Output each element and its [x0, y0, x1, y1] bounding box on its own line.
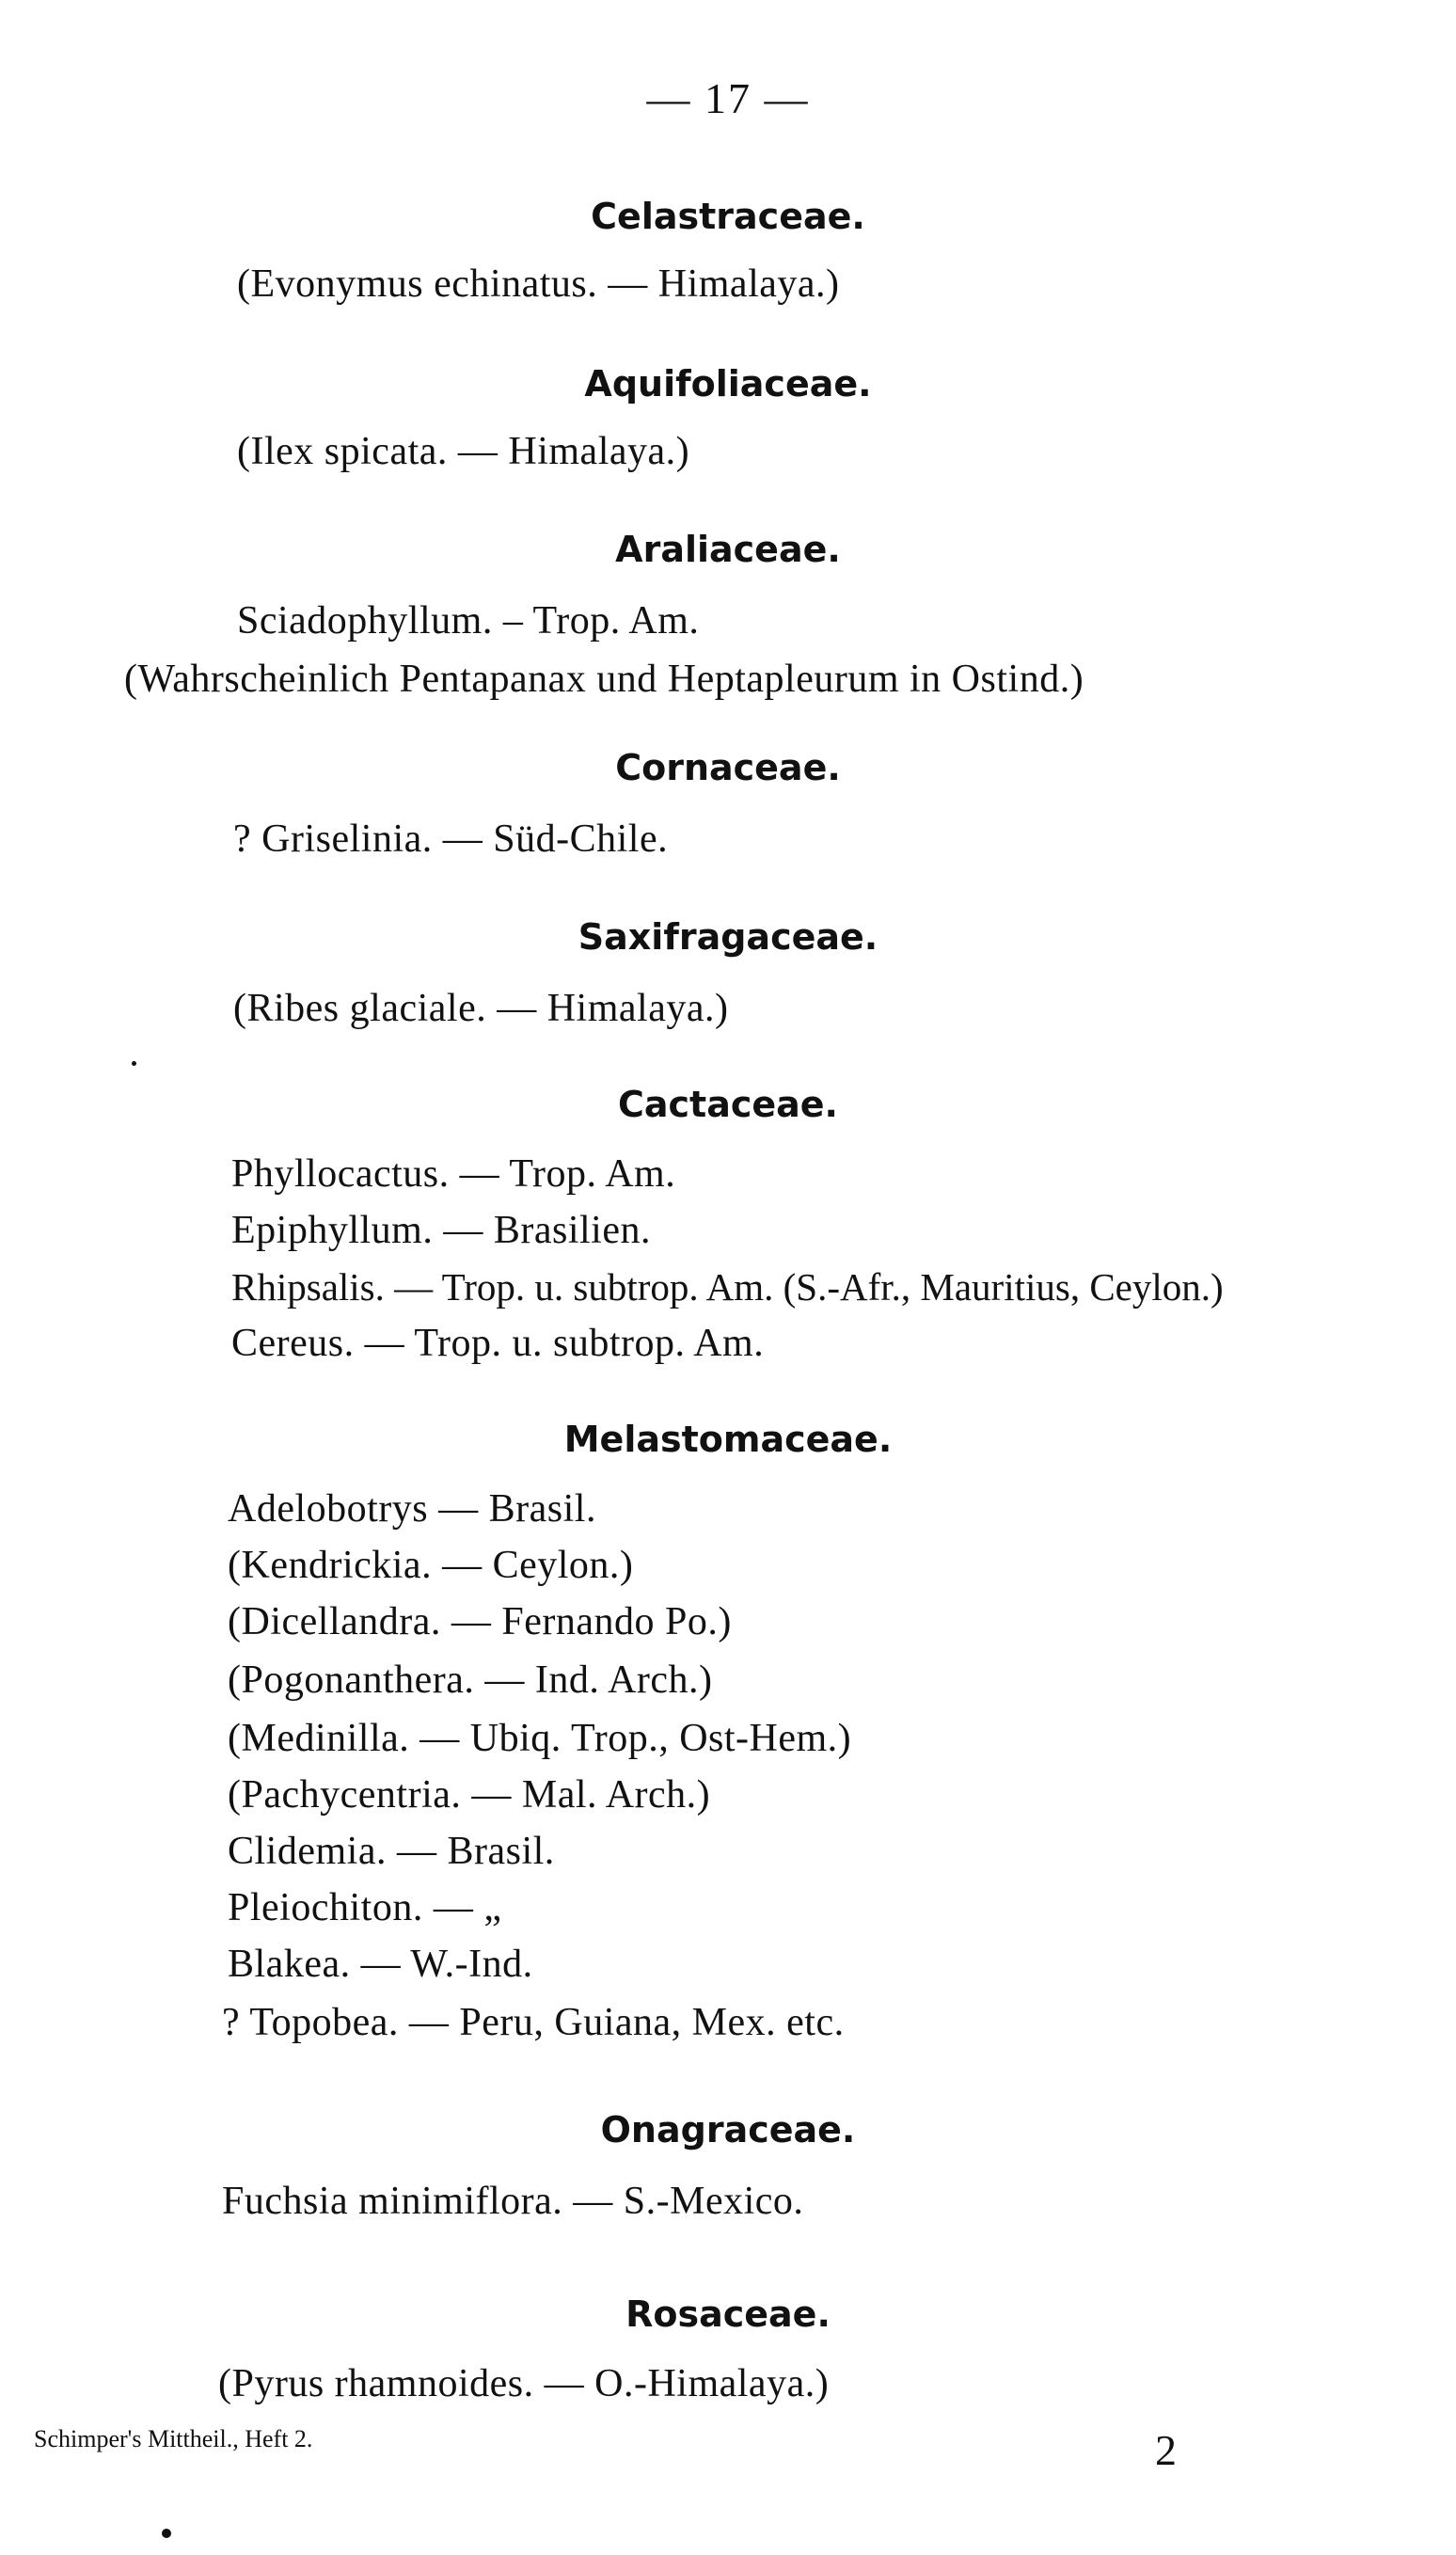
entry-line: (Evonymus echinatus. — Himalaya.) [237, 262, 840, 306]
entry-line: Cereus. — Trop. u. subtrop. Am. [231, 1322, 765, 1365]
entry-line: Pleiochiton. — „ [228, 1886, 502, 1929]
entry-line: Phyllocactus. — Trop. Am. [231, 1152, 676, 1196]
entry-line: Adelobotrys — Brasil. [228, 1487, 596, 1531]
entry-line: (Ribes glaciale. — Himalaya.) [233, 987, 729, 1030]
print-speck [132, 1061, 136, 1066]
family-heading-cactaceae: Cactaceae. [617, 1084, 838, 1125]
page-number: — 17 — [646, 74, 810, 122]
entry-line: (Ilex spicata. — Himalaya.) [237, 430, 690, 473]
entry-line: (Pachycentria. — Mal. Arch.) [228, 1773, 711, 1817]
entry-line: (Dicellandra. — Fernando Po.) [228, 1600, 732, 1643]
signature-mark: 2 [1155, 2426, 1177, 2474]
entry-line: (Pogonanthera. — Ind. Arch.) [228, 1658, 713, 1702]
entry-line: Sciadophyllum. – Trop. Am. [237, 599, 700, 643]
entry-line: Fuchsia minimiflora. — S.-Mexico. [222, 2180, 804, 2223]
entry-line: (Kendrickia. — Ceylon.) [228, 1544, 634, 1587]
entry-line: Blakea. — W.-Ind. [228, 1943, 533, 1986]
family-heading-saxifragaceae: Saxifragaceae. [578, 916, 878, 958]
print-speck [162, 2529, 171, 2538]
entry-line: ? Topobea. — Peru, Guiana, Mex. etc. [222, 2001, 845, 2044]
family-heading-onagraceae: Onagraceae. [600, 2109, 856, 2150]
family-heading-celastraceae: Celastraceae. [591, 196, 865, 237]
family-heading-araliaceae: Araliaceae. [615, 529, 841, 570]
family-heading-cornaceae: Cornaceae. [615, 747, 841, 788]
entry-line: ? Griselinia. — Süd-Chile. [233, 817, 669, 861]
family-heading-aquifoliaceae: Aquifoliaceae. [584, 363, 872, 405]
family-heading-melastomaceae: Melastomaceae. [563, 1419, 893, 1460]
entry-line: (Pyrus rhamnoides. — O.-Himalaya.) [218, 2362, 830, 2405]
entry-line: Epiphyllum. — Brasilien. [231, 1209, 651, 1252]
family-heading-rosaceae: Rosaceae. [625, 2293, 831, 2335]
entry-line: Rhipsalis. — Trop. u. subtrop. Am. (S.-Afr., Mauritius, Ceylon.) [231, 1265, 1224, 1309]
entry-line: Clidemia. — Brasil. [228, 1830, 555, 1873]
entry-line: (Wahrscheinlich Pentapanax und Heptapleurum in Ostind.) [124, 658, 1084, 701]
footer-citation: Schimper's Mittheil., Heft 2. [34, 2425, 313, 2452]
entry-line: (Medinilla. — Ubiq. Trop., Ost-Hem.) [228, 1717, 852, 1760]
